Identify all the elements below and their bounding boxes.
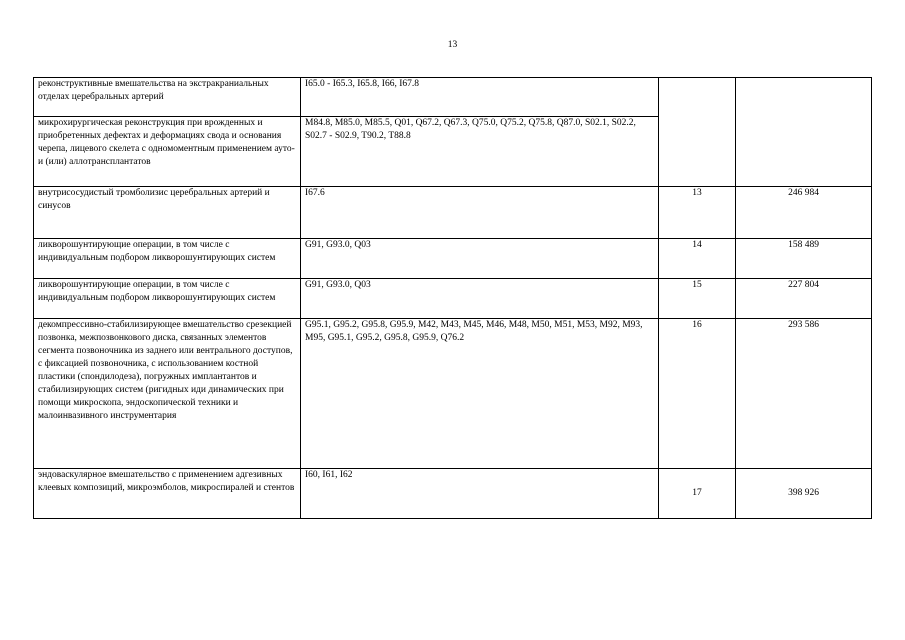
cell-description: декомпрессивно-стабилизирующее вмешательство срезекцией позвонка, межпозвонкового диска, связанных элементов сегмента позвоночника из заднего или вентрального доступов, с фиксацией позвоночника, с использованием костной пластики (спондилодеза), погружных имплантантов и стабилизирующих систем (ригидных иди динамических при помощи микроскопа, эндоскопической техники и малоинвазивного инструментария: [34, 319, 301, 469]
cell-group: 13: [659, 187, 736, 239]
cell-cost: 398 926: [736, 469, 872, 519]
cell-cost: 293 586: [736, 319, 872, 469]
cell-cost: 158 489: [736, 239, 872, 279]
cell-description: микрохирургическая реконструкция при врожденных и приобретенных дефектах и деформациях свода и основания черепа, лицевого скелета с одномоментным применением ауто- и (или) аллотрансплантатов: [34, 117, 301, 187]
cell-description: ликворошунтирующие операции, в том числе с индивидуальным подбором ликворошунтирующих систем: [34, 239, 301, 279]
cell-group: 14: [659, 239, 736, 279]
cell-group: 17: [659, 469, 736, 519]
cell-codes: I65.0 - I65.3, I65.8, I66, I67.8: [301, 78, 659, 117]
cell-group: 16: [659, 319, 736, 469]
cell-description: ликворошунтирующие операции, в том числе с индивидуальным подбором ликворошунтирующих систем: [34, 279, 301, 319]
cell-codes: I60, I61, I62: [301, 469, 659, 519]
cell-description: эндоваскулярное вмешательство с применением адгезивных клеевых композиций, микроэмболов, микроспиралей и стентов: [34, 469, 301, 519]
table-row: [34, 187, 872, 239]
table-row: [34, 469, 872, 519]
cell-codes: M84.8, M85.0, M85.5, Q01, Q67.2, Q67.3, Q75.0, Q75.2, Q75.8, Q87.0, S02.1, S02.2, S02.7 - S02.9, T90.2, T88.8: [301, 117, 659, 187]
cell-cost: [736, 78, 872, 187]
table-row: [34, 279, 872, 319]
cell-cost: 246 984: [736, 187, 872, 239]
table-row: [34, 319, 872, 469]
page-number: 13: [447, 40, 458, 50]
table-row: [34, 78, 872, 117]
cell-description: внутрисосудистый тромболизис церебральных артерий и синусов: [34, 187, 301, 239]
table-row: [34, 239, 872, 279]
cell-group: 15: [659, 279, 736, 319]
cell-description: реконструктивные вмешательства на экстракраниальных отделах церебральных артерий: [34, 78, 301, 117]
cell-codes: G91, G93.0, Q03: [301, 239, 659, 279]
cell-codes: G95.1, G95.2, G95.8, G95.9, M42, M43, M45, M46, M48, M50, M51, M53, M92, M93, M95, G95.1, G95.2, G95.8, G95.9, Q76.2: [301, 319, 659, 469]
cell-codes: I67.6: [301, 187, 659, 239]
cell-codes: G91, G93.0, Q03: [301, 279, 659, 319]
cell-group: [659, 78, 736, 187]
cell-cost: 227 804: [736, 279, 872, 319]
services-table: [33, 77, 872, 519]
